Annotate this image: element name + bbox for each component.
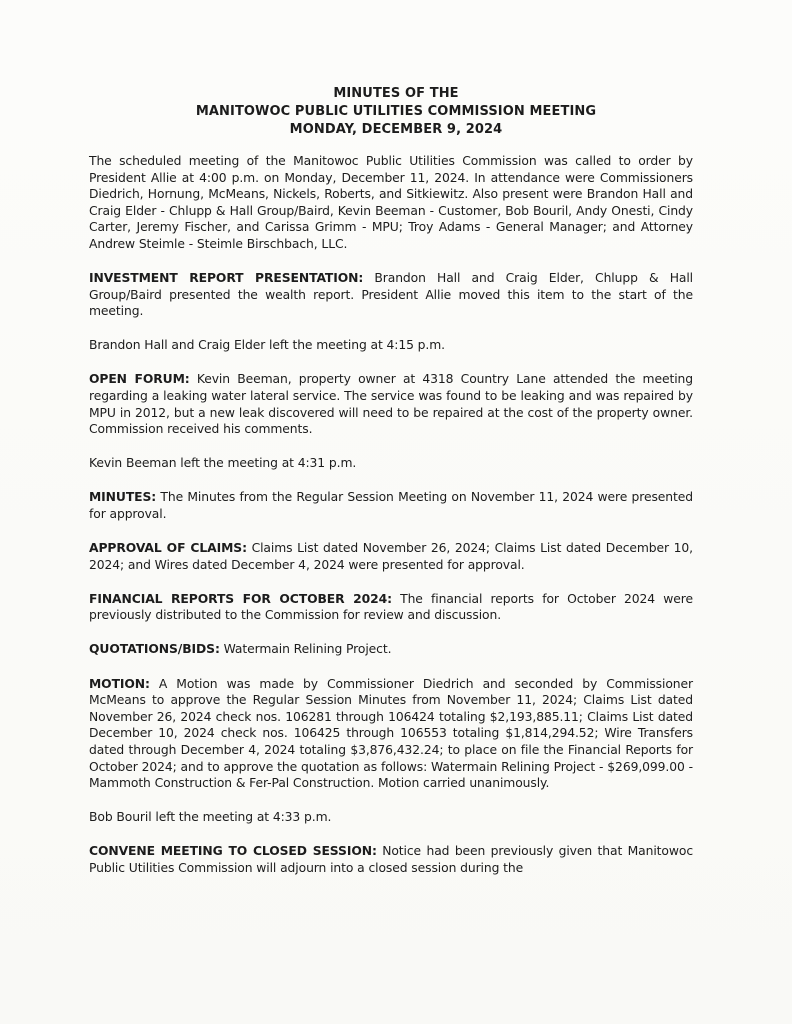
beeman-left-paragraph: Kevin Beeman left the meeting at 4:31 p.m.	[89, 456, 357, 471]
open-forum-text: Kevin Beeman, property owner at 4318 Country Lane attended the meeting regarding a leaking water lateral service. The service was found to be leaking and was repaired by MPU in 2012, but a new leak discovered will need to be repaired at the cost of the property owner. Commission received his comments.	[89, 372, 693, 437]
financial-reports-text: The financial reports for October 2024 were previously distributed to the Commission for review and discussion.	[89, 591, 693, 623]
closed-session-paragraph	[89, 843, 693, 876]
claims-text: Claims List dated November 26, 2024; Claims List dated December 10, 2024; and Wires dated December 4, 2024 were presented for approval.	[89, 541, 693, 572]
motion-text: A Motion was made by Commissioner Diedrich and seconded by Commissioner McMeans to approve the Regular Session Minutes from November 11, 2024; Claims List dated November 26, 2024 check nos. 106281 through 106424 totaling $2,193,885.11; Claims List dated December 10, 2024 check nos. 106425 through 106553 totaling $1,814,294.52; Wire Transfers dated through December 4, 2024 totaling $3,876,432.24; to place on file the Financial Reports for October 2024; and to approve the quotation as follows: Watermain Relining Project - $269,099.00 - Mammoth Construction & Fer-Pal Construction. Motion carried unanimously.	[89, 676, 693, 791]
claims-paragraph	[89, 540, 693, 573]
investment-report-label: INVESTMENT REPORT PRESENTATION:	[89, 271, 364, 286]
minutes-body	[89, 153, 693, 894]
header-date: MONDAY, DECEMBER 9, 2024	[289, 122, 503, 137]
minutes-paragraph	[89, 489, 693, 522]
motion-label: MOTION:	[89, 676, 150, 691]
quotations-label: QUOTATIONS/BIDS:	[89, 642, 220, 657]
minutes-header	[0, 85, 792, 139]
intro-paragraph: The scheduled meeting of the Manitowoc Public Utilities Commission was called to order by President Allie at 4:00 p.m. on Monday, December 11, 2024. In attendance were Commissioners Diedrich, Hornung, McMeans, Nickels, Roberts, and Sitkiewitz. Also present were Brandon Hall and Craig Elder - Chlupp & Hall Group/Baird, Kevin Beeman - Customer, Bob Bouril, Andy Onesti, Cindy Carter, Jeremy Fischer, and Carissa Grimm - MPU; Troy Adams - General Manager; and Attorney Andrew Steimle - Steimle Birschbach, LLC.	[89, 154, 693, 251]
financial-reports-label: FINANCIAL REPORTS FOR OCTOBER 2024:	[89, 591, 392, 606]
investment-report-paragraph	[89, 270, 693, 320]
hall-left-paragraph: Brandon Hall and Craig Elder left the meeting at 4:15 p.m.	[89, 338, 445, 353]
claims-label: APPROVAL OF CLAIMS:	[89, 541, 247, 556]
header-commission: MANITOWOC PUBLIC UTILITIES COMMISSION MEETING	[195, 104, 597, 119]
open-forum-label: OPEN FORUM:	[89, 372, 190, 387]
open-forum-paragraph	[89, 371, 693, 437]
motion-paragraph	[89, 676, 693, 792]
closed-session-label: CONVENE MEETING TO CLOSED SESSION:	[89, 844, 377, 859]
bouril-left-paragraph: Bob Bouril left the meeting at 4:33 p.m.	[89, 810, 332, 825]
quotations-paragraph	[89, 641, 693, 658]
investment-report-text: Brandon Hall and Craig Elder, Chlupp & Hall Group/Baird presented the wealth report. President Allie moved this item to the start of the meeting.	[89, 271, 694, 319]
minutes-label: MINUTES:	[89, 490, 157, 505]
quotations-text: Watermain Relining Project.	[219, 642, 392, 657]
header-title: MINUTES OF THE	[333, 86, 459, 101]
closed-session-text: Notice had been previously given that Manitowoc Public Utilities Commission will adjourn into a closed session during the	[89, 844, 693, 875]
minutes-text: The Minutes from the Regular Session Meeting on November 11, 2024 were presented for approval.	[89, 490, 693, 521]
financial-reports-paragraph	[89, 591, 693, 624]
